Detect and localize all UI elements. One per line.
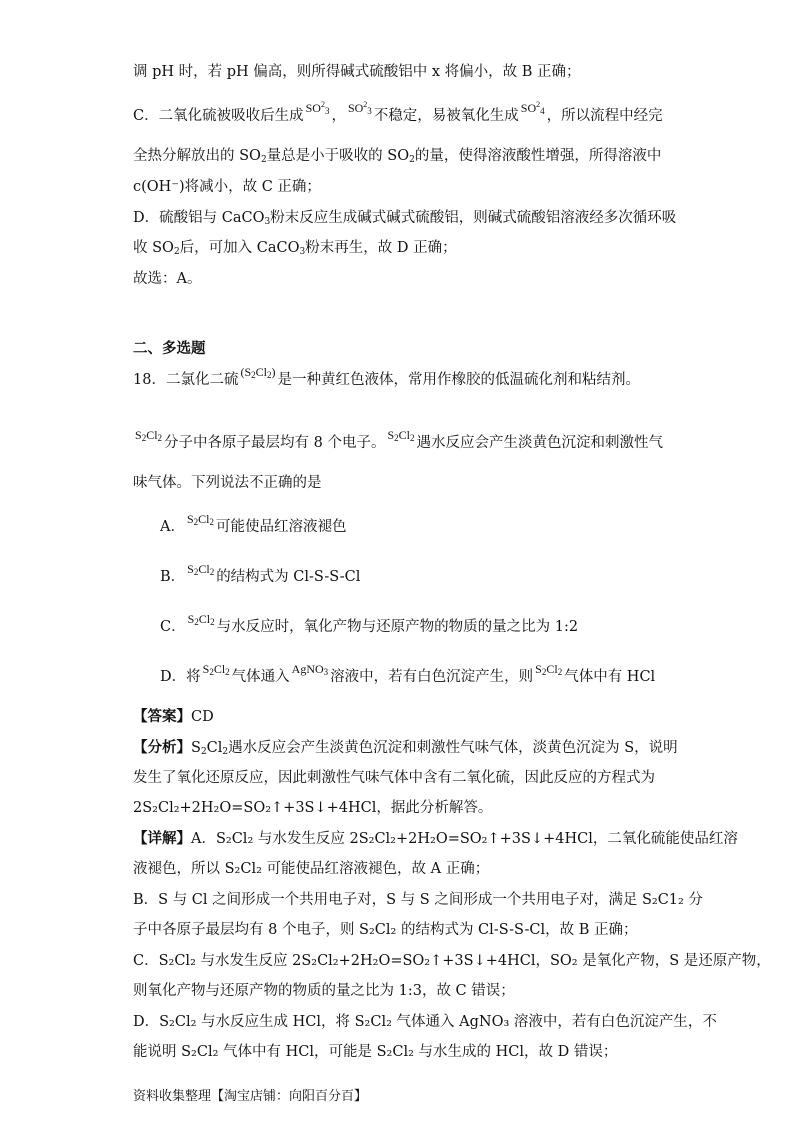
text-line: 故选：A。 [133, 271, 202, 287]
text-fragment: ，所以流程中经完 [546, 108, 663, 124]
formula-so3: $SO^2_3$ [305, 100, 330, 116]
section-heading: 二、多选题 [133, 340, 206, 357]
text-line: c(OH⁻)将减小，故 C 正确； [133, 179, 321, 195]
analysis-equation: 2S₂Cl₂+2H₂O=SO₂↑+3S↓+4HCl，据此分析解答。 [133, 800, 493, 816]
analysis-line: 【分析】$S_2Cl_2$遇水反应会产生淡黄色沉淀和刺激性气味气体，淡黄色沉淀为 S，说明 [133, 739, 678, 757]
text-line: 调 pH 时，若 pH 偏高，则所得碱式硫酸铝中 x 将偏小，故 B 正确； [133, 64, 581, 80]
detail-line: B．S 与 Cl 之间形成一个共用电子对，S 与 S 之间形成一个共用电子对，满足 S₂C1₂ 分 [133, 892, 703, 908]
formula-s2cl2: $S_2Cl_2$ [202, 662, 230, 677]
detail-line: D．S₂Cl₂ 与水反应生成 HCl，将 S₂Cl₂ 气体通入 AgNO₃ 溶液中，若有白色沉淀产生，不 [133, 1014, 717, 1030]
detail-label: 【详解】 [133, 830, 191, 847]
text-line [133, 100, 663, 129]
text-line: 收 $SO_2$后，可加入 CaCO$_3$粉末再生，故 D 正确； [133, 240, 457, 257]
detail-line: 液褪色，所以 S₂Cl₂ 可能使品红溶液褪色，故 A 正确； [133, 861, 490, 877]
text-fragment: 不稳定，易被氧化生成 [373, 108, 519, 124]
detail-line: 能说明 S₂Cl₂ 气体中有 HCl，可能是 S₂Cl₂ 与水生成的 HCl，故 D 错误； [133, 1044, 618, 1060]
option-b: B． $S_2Cl_2$ 的结构式为 Cl-S-S-Cl [160, 567, 360, 590]
text-fragment: C．二氧化硫被吸收后生成 [133, 108, 304, 124]
formula-s2cl2: $S_2Cl_2$ [535, 662, 563, 677]
text-line: D．硫酸铝与 CaCO$_3$粉末反应生成碱式碱式硫酸铝，则碱式硫酸铝溶液经多次循环吸 [133, 210, 677, 227]
formula-s2cl2: $S_2Cl_2$ [187, 562, 215, 577]
text-fragment: ， [331, 108, 346, 124]
answer-label: 【答案】 [133, 708, 191, 725]
analysis-label: 【分析】 [133, 739, 191, 756]
question-stem: 18．二氯化二硫 $(S_2Cl_2)$ 是一种黄红色液体，常用作橡胶的低温硫化剂和粘结剂。 [133, 370, 640, 393]
detail-line: 【详解】A．S₂Cl₂ 与水发生反应 2S₂Cl₂+2H₂O=SO₂↑+3S↓+4HCl，二氧化硫能使品红溶 [133, 830, 738, 847]
footer-source: 资料收集整理【淘宝店铺：向阳百分百】 [133, 1089, 368, 1104]
formula-s2cl2: $S_2Cl_2$ [186, 512, 215, 527]
formula-so4: $SO^2_4$ [520, 100, 545, 116]
formula-s2cl2: $S_2Cl_2$ [187, 612, 215, 627]
formula-so3: $SO^2_3$ [347, 100, 372, 116]
answer-line [133, 707, 214, 727]
detail-line: 则氧化产物与还原产物的物质的量之比为 1:3，故 C 错误； [133, 983, 515, 999]
question-stem: $S_2Cl_2$ 分子中各原子最层均有 8 个电子。 $S_2Cl_2$ 遇水反应会产生淡黄色沉淀和刺激性气 [133, 433, 663, 456]
question-stem: 味气体。下列说法不正确的是 [133, 475, 322, 491]
option-d: D．将 $S_2Cl_2$ 气体通入 AgNO$_3$ 溶液中，若有白色沉淀产生，则 $S_2Cl_2$ 气体中有 HCl [160, 667, 655, 690]
formula-s2cl2: $S_2Cl_2$ [135, 428, 163, 443]
option-c: C． $S_2Cl_2$ 与水反应时，氧化产物与还原产物的物质的量之比为 1:2 [160, 617, 578, 640]
detail-line: 子中各原子最层均有 8 个电子，则 S₂Cl₂ 的结构式为 Cl-S-S-Cl，故 B 正确； [133, 922, 638, 938]
option-a: A． $S_2Cl_2$ 可能使品红溶液褪色 [160, 517, 347, 540]
answer-value: CD [191, 709, 214, 725]
formula-s2cl2: $(S_2Cl_2)$ [240, 365, 276, 380]
detail-line: C．S₂Cl₂ 与水发生反应 2S₂Cl₂+2H₂O=SO₂↑+3S↓+4HCl，SO₂ 是氧化产物，S 是还原产物， [133, 953, 771, 969]
formula-agno3: AgNO$_3$ [291, 662, 329, 677]
formula-s2cl2: $S_2Cl_2$ [387, 428, 415, 443]
text-line: 全热分解放出的 $SO_2$量总是小于吸收的 $SO_2$的量，使得溶液酸性增强，所得溶液中 [133, 148, 662, 165]
analysis-line: 发生了氧化还原反应，因此刺激性气味气体中含有二氧化硫，因此反应的方程式为 [133, 770, 655, 786]
